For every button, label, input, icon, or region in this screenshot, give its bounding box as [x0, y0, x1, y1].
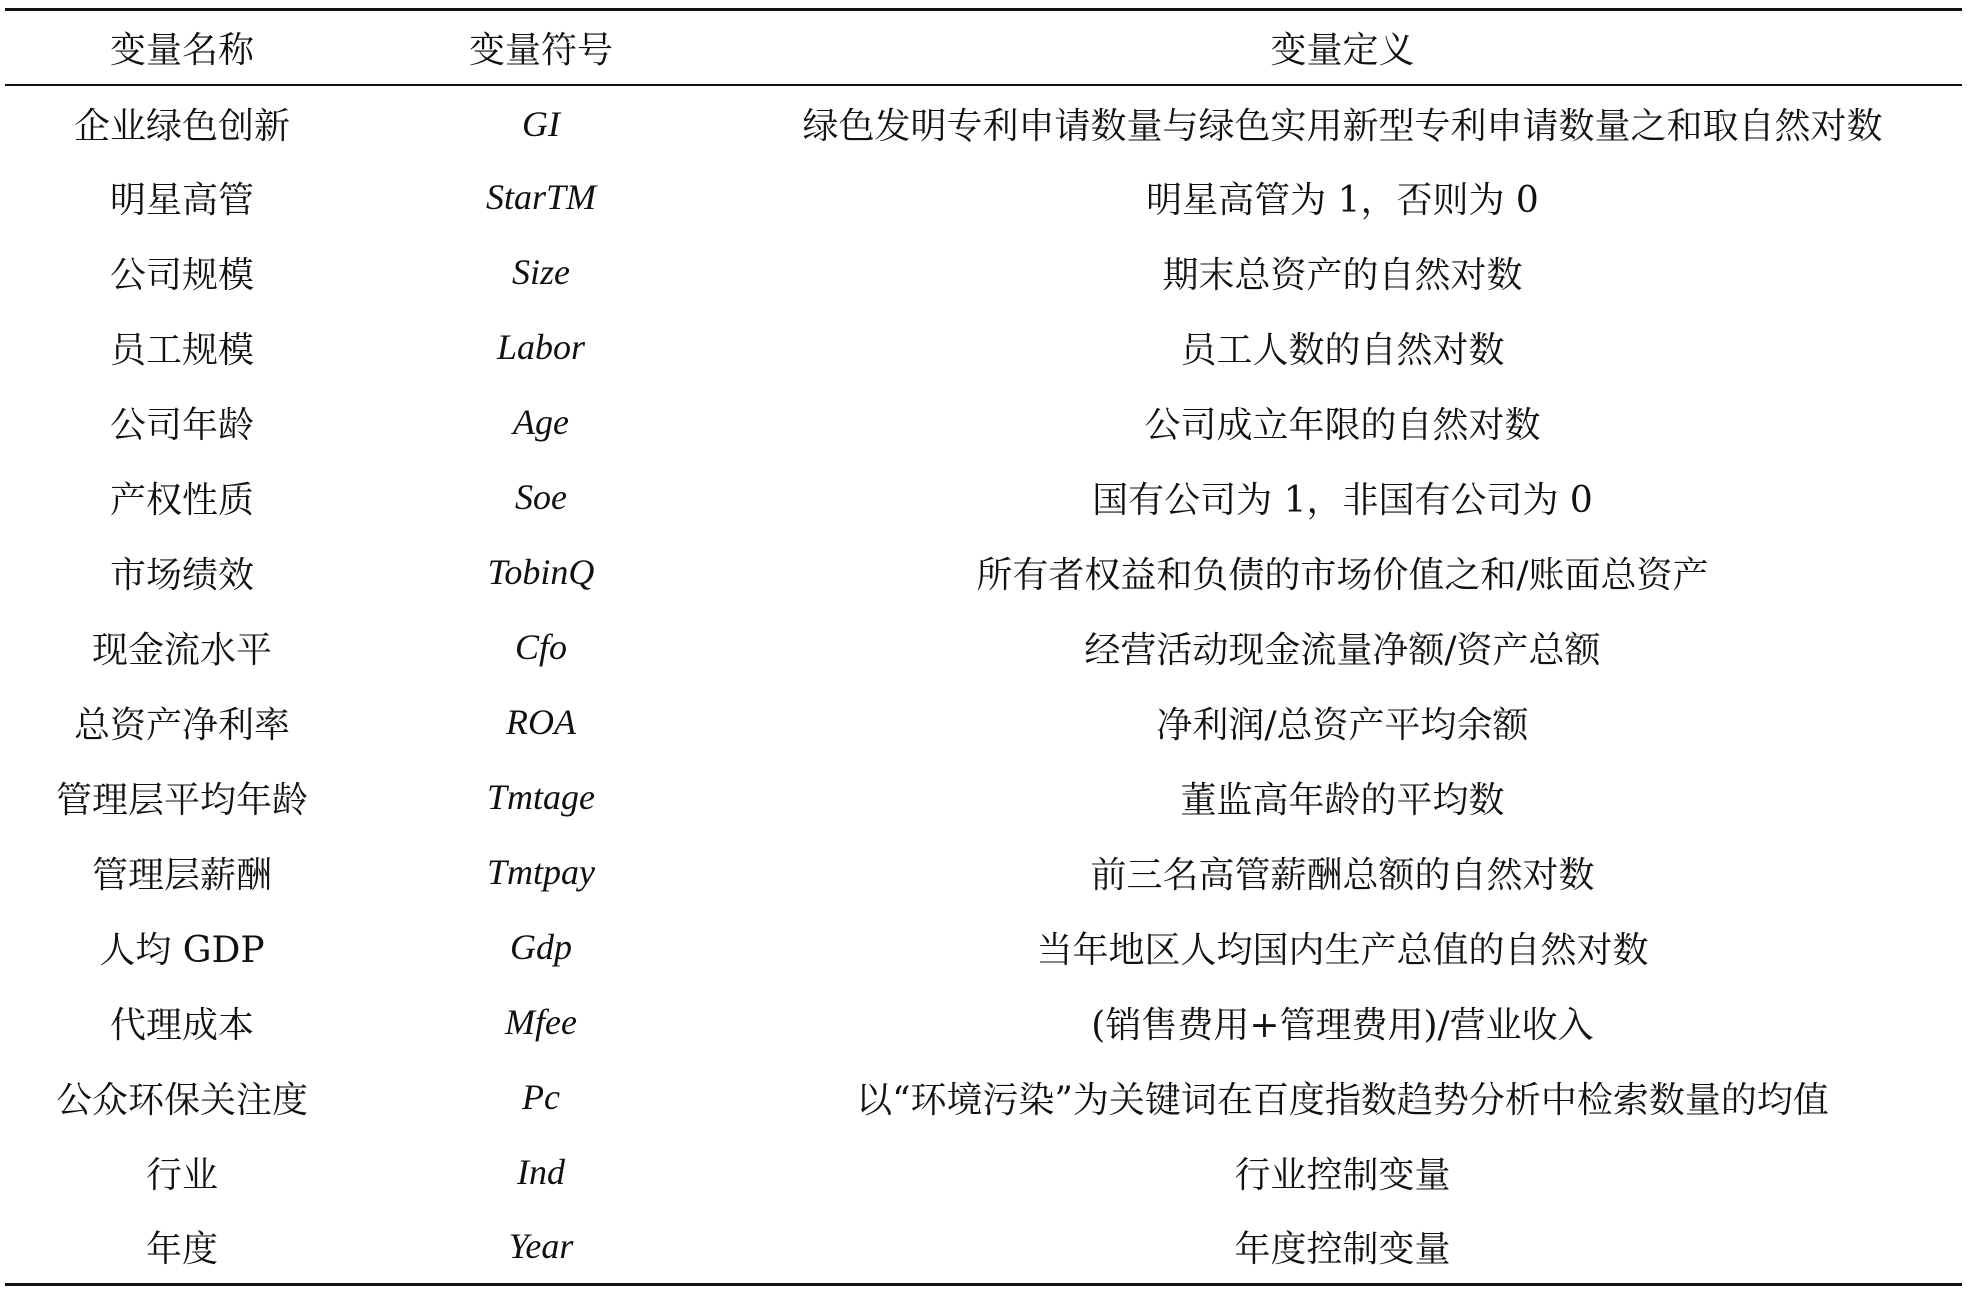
variable-definition: 明星高管为 1，否则为 0: [1146, 179, 1539, 221]
table-row: [5, 835, 1962, 910]
variable-symbol: Tmtpay: [487, 852, 595, 892]
variable-name: 管理层平均年龄: [55, 779, 308, 821]
variable-name: 公众环保关注度: [55, 1079, 308, 1121]
variable-name: 现金流水平: [91, 629, 272, 671]
variable-name: 年度: [145, 1228, 218, 1270]
variable-symbol: Ind: [517, 1152, 565, 1192]
variable-symbol: Year: [508, 1226, 574, 1267]
table-row: [5, 985, 1962, 1060]
variable-name: 明星高管: [109, 179, 254, 221]
variable-name: 总资产净利率: [73, 704, 290, 746]
variable-definition: 以“环境污染”为关键词在百度指数趋势分析中检索数量的均值: [856, 1079, 1829, 1121]
variable-symbol: Mfee: [505, 1002, 577, 1042]
variable-symbol: Age: [513, 402, 569, 442]
variable-symbol: Labor: [496, 327, 586, 367]
variable-name: 市场绩效: [109, 554, 254, 596]
table-row: [5, 1210, 1962, 1285]
variable-definition: 前三名高管薪酬总额的自然对数: [1090, 854, 1595, 896]
variable-definition: 净利润/总资产平均余额: [1156, 704, 1529, 746]
variable-symbol: Tmtage: [487, 777, 595, 817]
variable-definition: 当年地区人均国内生产总值的自然对数: [1036, 929, 1649, 971]
variable-symbol: Pc: [522, 1077, 560, 1117]
variable-symbol: GI: [522, 103, 560, 144]
variable-symbol: Cfo: [514, 627, 567, 667]
variable-name: 代理成本: [109, 1004, 254, 1046]
variable-definition: 公司成立年限的自然对数: [1144, 404, 1541, 446]
header-variable-definition: 变量定义: [723, 10, 1962, 85]
variable-definition-table: [5, 8, 1962, 1286]
table-header-row: [5, 10, 1962, 85]
variable-name: 行业: [145, 1154, 218, 1196]
variable-definition: 绿色发明专利申请数量与绿色实用新型专利申请数量之和取自然对数: [802, 106, 1883, 147]
variable-name: 公司规模: [109, 254, 254, 296]
table-row: [5, 685, 1962, 760]
table-row: [5, 460, 1962, 535]
variable-definition: 经营活动现金流量净额/资产总额: [1084, 629, 1601, 671]
variable-symbol: Size: [512, 252, 570, 292]
variable-definition: 董监高年龄的平均数: [1180, 779, 1505, 821]
variable-symbol: TobinQ: [487, 552, 595, 592]
table-row: [5, 235, 1962, 310]
variable-definition-table-container: [5, 8, 1962, 1286]
table-row: [5, 760, 1962, 835]
variable-definition: (销售费用+管理费用)/营业收入: [1091, 1004, 1594, 1046]
variable-definition: 行业控制变量: [1234, 1154, 1451, 1196]
table-row: [5, 910, 1962, 985]
variable-definition: 国有公司为 1，非国有公司为 0: [1092, 479, 1593, 521]
table-row: [5, 385, 1962, 460]
variable-symbol: StarTM: [485, 177, 597, 217]
table-row: [5, 610, 1962, 685]
variable-name: 产权性质: [109, 479, 254, 521]
variable-name: 公司年龄: [109, 404, 254, 446]
variable-name: 管理层薪酬: [91, 854, 272, 896]
table-row: [5, 160, 1962, 235]
table-row: [5, 85, 1962, 160]
variable-symbol: ROA: [506, 702, 576, 742]
table-row: [5, 1135, 1962, 1210]
variable-definition: 期末总资产的自然对数: [1162, 254, 1523, 296]
header-variable-name: 变量名称: [5, 10, 359, 85]
table-row: [5, 310, 1962, 385]
header-variable-symbol: 变量符号: [359, 10, 723, 85]
variable-symbol: Soe: [515, 477, 567, 517]
variable-definition: 所有者权益和负债的市场价值之和/账面总资产: [976, 554, 1709, 596]
variable-name: 企业绿色创新: [73, 106, 290, 147]
variable-name: 员工规模: [109, 329, 254, 371]
table-row: [5, 1060, 1962, 1135]
variable-name: 人均 GDP: [99, 929, 265, 971]
table-row: [5, 535, 1962, 610]
variable-definition: 年度控制变量: [1234, 1228, 1451, 1270]
variable-symbol: Gdp: [510, 927, 572, 967]
variable-definition: 员工人数的自然对数: [1180, 329, 1505, 371]
